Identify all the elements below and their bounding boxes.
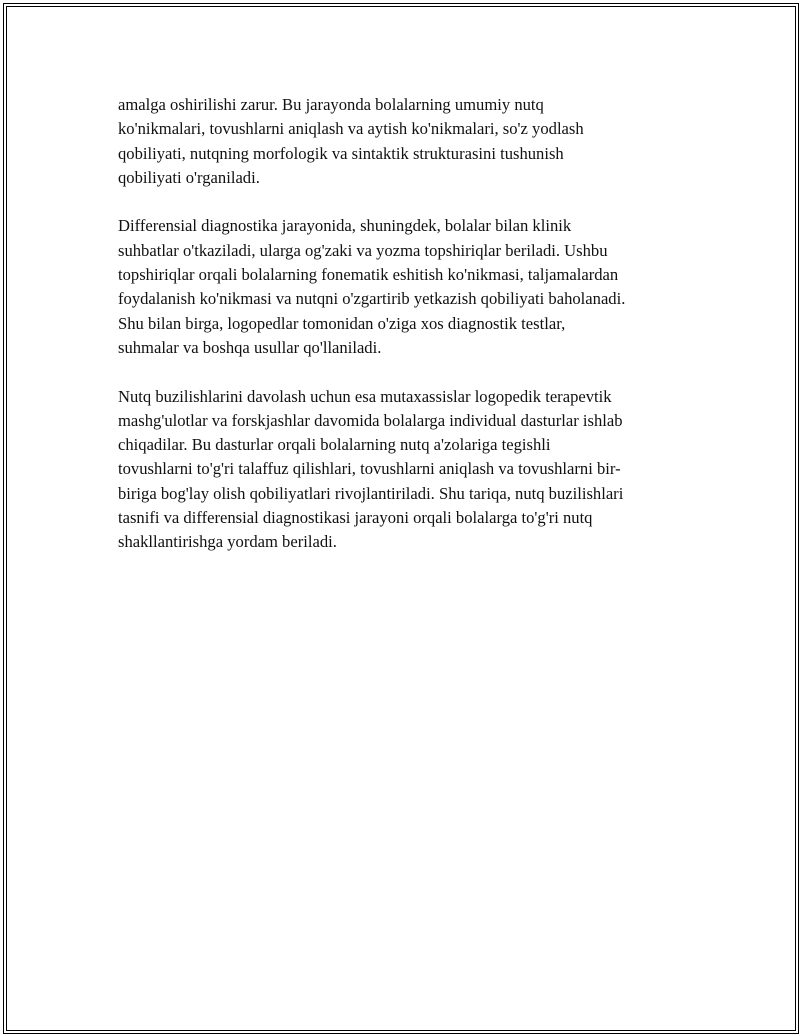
document-body	[118, 93, 688, 579]
paragraph-2: Differensial diagnostika jarayonida, shuningdek, bolalar bilan klinik suhbatlar o'tkaziladi, ularga og'zaki va yozma topshiriqlar beriladi. Ushbu topshiriqlar orqali bolalarning fonematik eshitish ko'nikmasi, taljamalardan foydalanish ko'nikmasi va nutqni o'zgartirib yetkazish qobiliyati baholanadi. Shu bilan birga, logopedlar tomonidan o'ziga xos diagnostik testlar, suhmalar va boshqa usullar qo'llaniladi.	[118, 216, 626, 357]
paragraph-3: Nutq buzilishlarini davolash uchun esa mutaxassislar logopedik terapevtik mashg'ulotlar va forskjashlar davomida bolalarga individual dasturlar ishlab chiqadilar. Bu dasturlar orqali bolalarning nutq a'zolariga tegishli tovushlarni to'g'ri talaffuz qilishlari, tovushlarni aniqlash va tovushlarni bir- biriga bog'lay olish qobiliyatlari rivojlantiriladi. Shu tariqa, nutq buzilishlari tasnifi va differensial diagnostikasi jarayoni orqali bolalarga to'g'ri nutq shakllantirishga yordam beriladi.	[118, 386, 624, 552]
paragraph-1: amalga oshirilishi zarur. Bu jarayonda bolalarning umumiy nutq ko'nikmalari, tovushlarni aniqlash va aytish ko'nikmalari, so'z yodlash qobiliyati, nutqning morfologik va sintaktik strukturasini tushunish qobiliyati o'rganiladi.	[118, 95, 584, 187]
